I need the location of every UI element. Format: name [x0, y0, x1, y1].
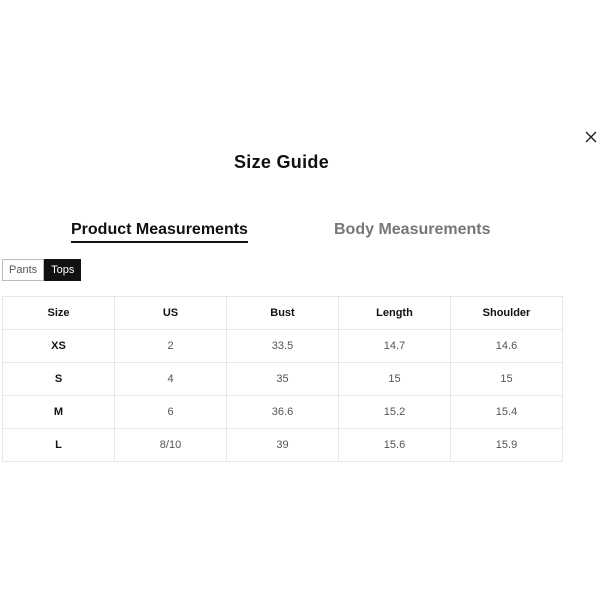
modal-title: Size Guide [233, 152, 330, 172]
table-row [3, 429, 563, 462]
header-shoulder: Shoulder [451, 297, 563, 330]
table-cell: 36.6 [227, 396, 339, 429]
size-table [2, 296, 563, 462]
table-row [3, 363, 563, 396]
category-toggle [2, 259, 81, 281]
table-cell: 15.9 [451, 429, 563, 462]
tab-body-measurements[interactable] [334, 221, 491, 239]
table-cell: 6 [115, 396, 227, 429]
table-cell-size: L [3, 429, 115, 462]
tab-product-measurements-label: Product Measurements [71, 221, 248, 238]
table-cell: 14.7 [339, 330, 451, 363]
header-bust: Bust [227, 297, 339, 330]
table-cell-size: M [3, 396, 115, 429]
table-cell: 35 [227, 363, 339, 396]
table-cell: 33.5 [227, 330, 339, 363]
table-cell: 15.6 [339, 429, 451, 462]
table-cell: 15 [339, 363, 451, 396]
table-cell: 4 [115, 363, 227, 396]
table-cell-size: S [3, 363, 115, 396]
table-cell: 14.6 [451, 330, 563, 363]
tab-body-measurements-label: Body Measurements [334, 221, 491, 238]
header-us: US [115, 297, 227, 330]
table-cell: 15 [451, 363, 563, 396]
pants-button[interactable]: Pants [2, 259, 44, 281]
close-icon[interactable] [582, 128, 600, 146]
header-length: Length [339, 297, 451, 330]
tab-product-measurements[interactable] [71, 221, 248, 239]
tops-button[interactable]: Tops [44, 259, 81, 281]
table-cell: 8/10 [115, 429, 227, 462]
table-header-row [3, 297, 563, 330]
table-cell: 15.4 [451, 396, 563, 429]
header-size: Size [3, 297, 115, 330]
measurement-tabs [0, 221, 563, 245]
table-cell-size: XS [3, 330, 115, 363]
table-cell: 39 [227, 429, 339, 462]
table-cell: 15.2 [339, 396, 451, 429]
table-row [3, 330, 563, 363]
table-cell: 2 [115, 330, 227, 363]
active-tab-underline [71, 241, 248, 243]
table-row [3, 396, 563, 429]
